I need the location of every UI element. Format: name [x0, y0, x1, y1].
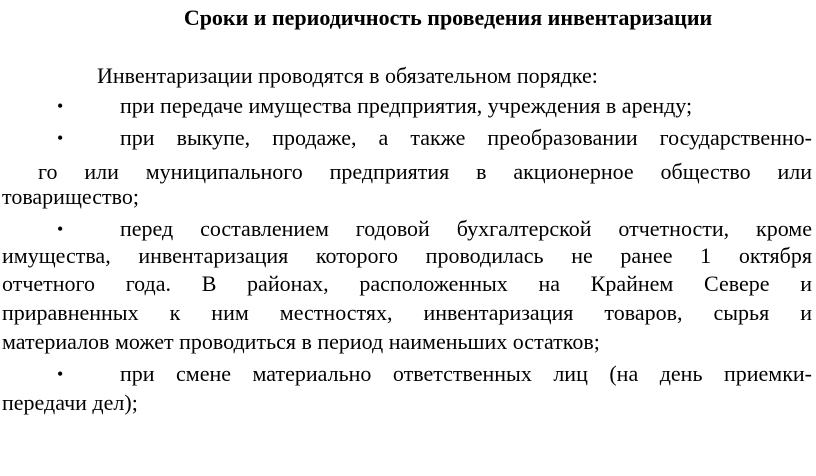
list-item-3-line-4: приравненных к ним местностях, инвентаризация товаров, сырья и	[2, 300, 812, 325]
list-item-2-line-2: го или муниципального предприятия в акционерное общество или	[38, 159, 812, 184]
bullet-icon: •	[57, 219, 64, 239]
list-item-1-line-1: при передаче имущества предприятия, учреждения в аренду;	[120, 93, 693, 118]
list-item-3-line-2: имущества, инвентаризация которого проводилась не ранее 1 октября	[2, 243, 812, 268]
list-item-3-line-3: отчетного года. В районах, расположенных на Крайнем Севере и	[2, 271, 812, 296]
bullet-icon: •	[57, 128, 64, 148]
page-title: Сроки и периодичность проведения инвентаризации	[183, 5, 713, 30]
bullet-icon: •	[57, 364, 64, 384]
list-item-3-line-1: перед составлением годовой бухгалтерской отчетности, кроме	[120, 216, 812, 241]
list-item-4-line-2: передачи дел);	[2, 390, 138, 415]
list-item-3-line-5: материалов может проводиться в период наименьших остатков;	[2, 329, 600, 354]
intro-text: Инвентаризации проводятся в обязательном порядке:	[97, 63, 598, 88]
list-item-2-line-1: при выкупе, продаже, а также преобразовании государственно-	[120, 125, 812, 150]
list-item-4-line-1: при смене материально ответственных лиц (на день приемки-	[120, 361, 812, 386]
list-item-2-line-3: товарищество;	[2, 184, 139, 209]
bullet-icon: •	[57, 96, 64, 116]
